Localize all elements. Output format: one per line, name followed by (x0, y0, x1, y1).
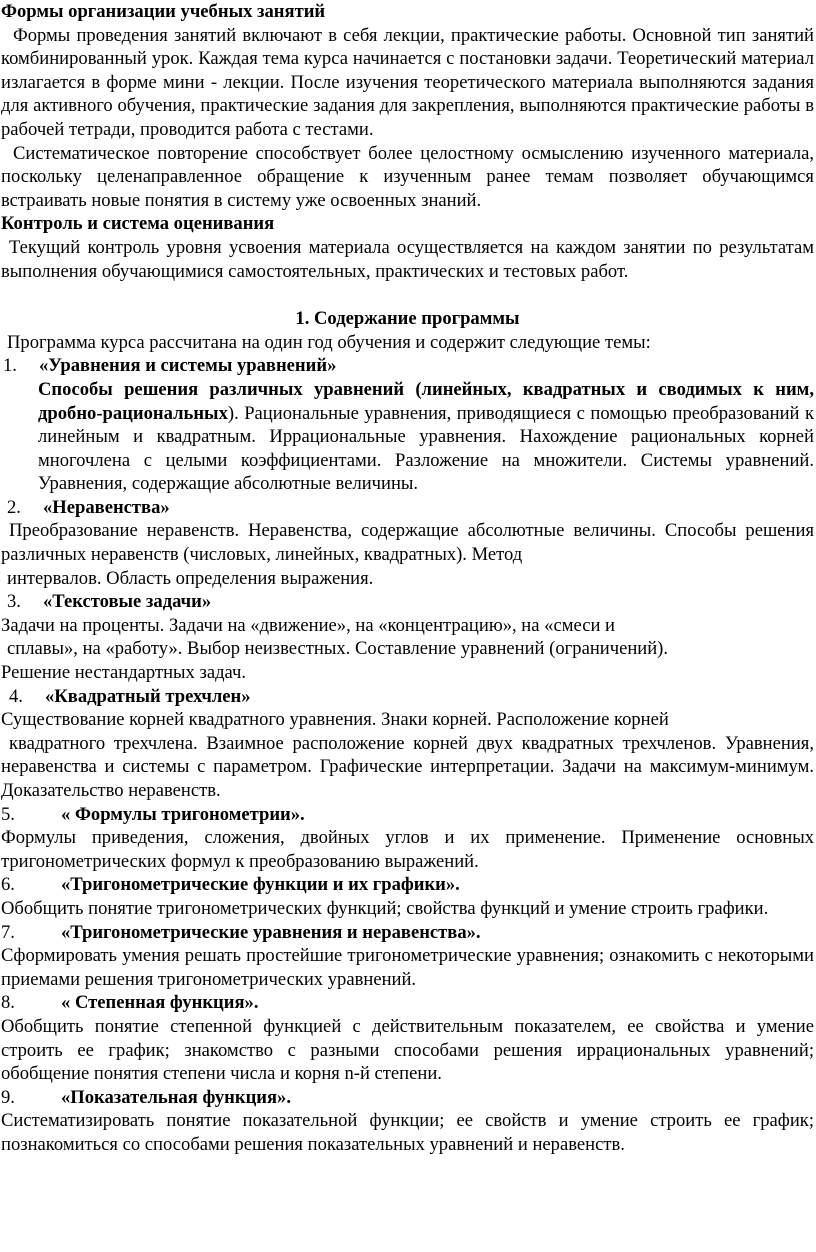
topic-7-text: Сформировать умения решать простейшие тригонометрические уравнения; ознакомить с некоторыми приемами решения тригонометрических уравнений. (1, 945, 814, 990)
topic-1-body: ). Рациональные уравнения, приводящиеся с помощью преобразований к линейным и квадратным. Иррациональные уравнения. Нахождение рациональных корней многочлена с целыми коэффициентами. Разложение на множители. Системы уравнений. Уравнения, содержащие абсолютные величины. (38, 402, 814, 495)
topic-1-title: «Уравнения и системы уравнений» (39, 355, 337, 377)
topic-5-heading (1, 803, 814, 827)
topic-1-number: 1. (3, 355, 17, 377)
content-intro: Программа курса рассчитана на один год обучения и содержит следующие темы: (7, 331, 651, 353)
forms-heading: Формы организации учебных занятий (1, 1, 326, 22)
topic-3-title: «Текстовые задачи» (43, 591, 212, 613)
topic-4-number: 4. (9, 685, 23, 707)
topic-8-text: Обобщить понятие степенной функцией с действительным показателем, ее свойства и умение строить ее график; знакомство с разными способами решения иррациональных уравнений; обобщение понятия степени числа и корня n-й степени. (1, 1015, 814, 1085)
topic-6-text: Обобщить понятие тригонометрических функций; свойства функций и умение строить графики. (1, 897, 769, 919)
topic-7-heading (1, 921, 814, 945)
forms-paragraph-1: Формы проведения занятий включают в себя лекции, практические работы. Основной тип занятий комбинированный урок. Каждая тема курса начинается с постановки задачи. Теоретический материал излагается в форме мини - лекции. После изучения теоретического материала выполняются задания для активного обучения, практические задания для закрепления, выполняются практические работы в рабочей тетради, проводится работа с тестами. (1, 24, 814, 140)
topic-9-heading (1, 1086, 814, 1110)
topic-8-heading (1, 991, 814, 1015)
topic-4-line-1: Существование корней квадратного уравнения. Знаки корней. Расположение корней (1, 709, 669, 731)
topic-5-title: « Формулы тригонометрии». (61, 803, 305, 825)
topic-4-title: «Квадратный трехчлен» (45, 685, 251, 707)
topic-2-number: 2. (7, 496, 21, 518)
content-heading: 1. Содержание программы (295, 308, 520, 330)
topic-3-line-3: Решение нестандартных задач. (1, 662, 247, 684)
topic-4-line-2: квадратного трехчлена. Взаимное расположение корней двух квадратных трехчленов. Уравнения, неравенства и системы с параметром. Графические интерпретации. Задачи на максимум-минимум. Доказательство неравенств. (1, 732, 814, 801)
topic-6-number: 6. (1, 874, 15, 896)
topic-2-line-1: Преобразование неравенств. Неравенства, содержащие абсолютные величины. Способы решения различных неравенств (числовых, линейных, квадратных). Метод (1, 520, 814, 566)
topic-2-line-2: интервалов. Область определения выражения. (7, 567, 374, 589)
topic-7-number: 7. (1, 921, 15, 943)
topic-8-number: 8. (1, 992, 15, 1014)
topic-9-number: 9. (1, 1086, 15, 1108)
topic-4-heading (1, 685, 814, 709)
topic-3-number: 3. (7, 591, 21, 613)
topic-5-text: Формулы приведения, сложения, двойных углов и их применение. Применение основных тригонометрических формул к преобразованию выражений. (1, 827, 814, 872)
topic-2-title: «Неравенства» (43, 496, 170, 518)
control-heading: Контроль и система оценивания (1, 213, 275, 235)
topic-1-bold-lead: Способы решения различных уравнений (линейных, квадратных и сводимых к ним, дробно-рациональных (38, 378, 814, 424)
topic-9-title: «Показательная функция». (61, 1086, 291, 1108)
topic-1-heading (1, 354, 814, 378)
topic-1-text (1, 378, 814, 496)
spacer (1, 283, 814, 307)
topic-8-title: « Степенная функция». (61, 992, 259, 1014)
topic-7-title: «Тригонометрические уравнения и неравенства». (61, 921, 481, 943)
topic-6-title: «Тригонометрические функции и их графики». (61, 874, 460, 896)
topic-3-line-1: Задачи на проценты. Задачи на «движение», на «концентрацию», на «смеси и (1, 614, 615, 636)
topic-3-heading (1, 590, 814, 614)
topic-3-line-2: сплавы», на «работу». Выбор неизвестных. Составление уравнений (ограничений). (7, 638, 669, 660)
topic-2-heading (1, 496, 814, 520)
topic-9-text: Систематизировать понятие показательной функции; ее свойств и умение строить ее график; познакомиться со способами решения показательных уравнений и неравенств. (1, 1110, 814, 1155)
topic-6-heading (1, 873, 814, 897)
control-paragraph: Текущий контроль уровня усвоения материала осуществляется на каждом занятии по результатам выполнения обучающимися самостоятельных, практических и тестовых работ. (1, 236, 814, 282)
forms-paragraph-2: Систематическое повторение способствует более целостному осмыслению изученного материала, поскольку целенаправленное обращение к изученным ранее темам позволяет обучающимся встраивать новые понятия в систему уже освоенных знаний. (1, 142, 814, 211)
topic-5-number: 5. (1, 803, 15, 825)
